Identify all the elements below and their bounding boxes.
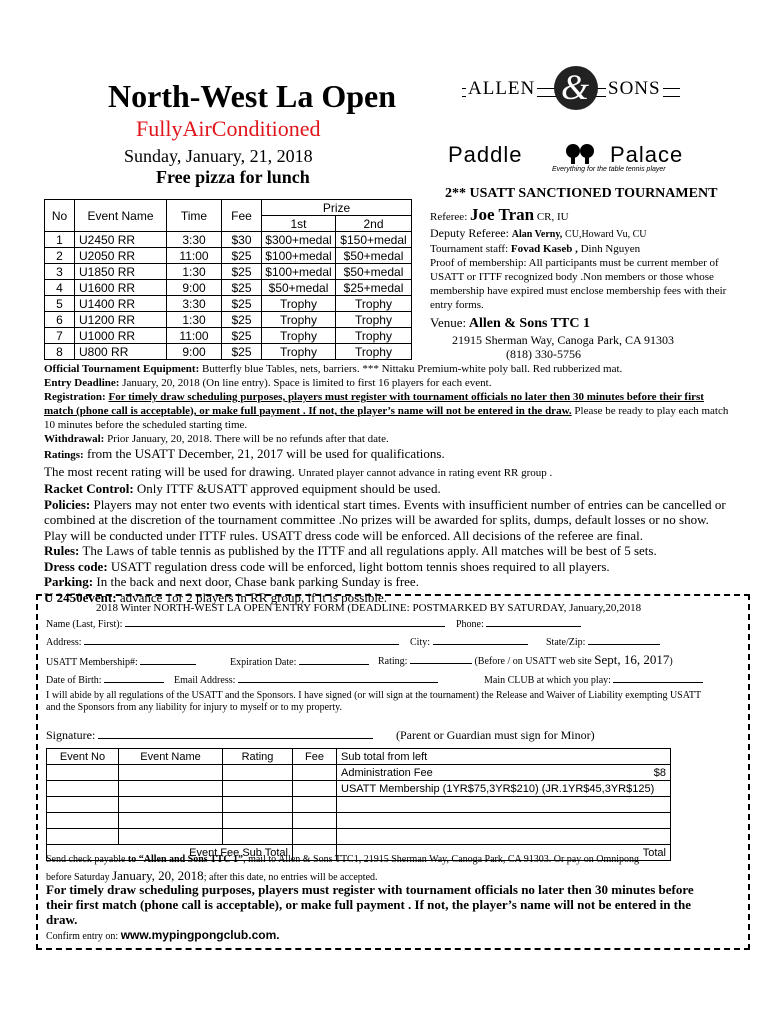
row-event-name: U1850 RR (75, 264, 167, 280)
header-time: Time (167, 200, 222, 232)
u2450-label: U 2450event: (44, 589, 117, 605)
ratings-text: from the USATT December, 21, 2017 will be used for qualifications. (86, 446, 445, 461)
total-label: Total (337, 845, 671, 861)
row-event-name: U2450 RR (75, 232, 167, 248)
ratings-recent: The most recent rating will be used for drawing. (44, 463, 295, 479)
city-label: City: (410, 637, 431, 648)
page-title: North-West La Open (108, 78, 396, 114)
deputy-names: Alan Verny, (511, 229, 563, 240)
equipment-text: Butterfly blue Tables, nets, barriers. *** Nittaku Premium-white poly ball. Red rubberized mat. (202, 363, 623, 375)
paddle-palace-logo (446, 140, 716, 180)
deputy-label: Deputy Referee: (430, 226, 509, 240)
event-name-cell[interactable] (119, 813, 223, 829)
rules-section (44, 362, 734, 605)
venue-address: 21915 Sherman Way, Canoga Park, CA 91303 (452, 333, 675, 347)
fee-cell[interactable] (293, 765, 337, 781)
table-row (45, 232, 412, 248)
row-no: 4 (45, 280, 75, 296)
registration-bold: For timely draw scheduling purposes, players must register with tournament officials no later then 30 minutes before their first match (phone call is acceptable), or make full payment . If not, the player’s name will not be entered in the draw. (44, 391, 704, 417)
venue-phone: (818) 330-5756 (506, 347, 581, 361)
phone-label: Phone: (456, 619, 484, 630)
row-time: 11:00 (167, 328, 222, 344)
membership-input[interactable] (140, 654, 196, 665)
dob-label: Date of Birth: (46, 675, 102, 686)
row-first: $100+medal (262, 264, 336, 280)
table-row (45, 312, 412, 328)
check-payee: to “Allen and Sons TTC 1” (127, 854, 244, 865)
header-event-name: Event Name (75, 200, 167, 232)
registration-rest: Please be ready to play each match 10 minutes before the scheduled starting time. (44, 405, 729, 431)
row-fee: $25 (222, 344, 262, 360)
blank-cell (337, 797, 671, 813)
admin-fee-label: Administration Fee (341, 766, 433, 779)
row-fee: $30 (222, 232, 262, 248)
referee-label: Referee: (430, 211, 468, 223)
rating-note-close: ) (669, 656, 673, 667)
row-first: Trophy (262, 296, 336, 312)
header-event-name: Event Name (119, 749, 223, 765)
row-event-name: U2050 RR (75, 248, 167, 264)
before-rest: ; after this date, no entries will be accepted. (203, 872, 378, 883)
dress-text: USATT regulation dress code will be enforced, light bottom tennis shoes required to all players. (110, 558, 610, 574)
row-time: 11:00 (167, 248, 222, 264)
allen-text: ALLEN (468, 78, 536, 99)
row-event-name: U1200 RR (75, 312, 167, 328)
tournament-info (430, 205, 750, 361)
event-date: Sunday, January, 21, 2018 (124, 146, 313, 166)
row-event-name: U1400 RR (75, 296, 167, 312)
row-first: $100+medal (262, 248, 336, 264)
row-first: $300+medal (262, 232, 336, 248)
expiration-label: Expiration Date: (230, 657, 297, 668)
u2450-text: advance 1or 2 players in RR group, if it is possible. (119, 589, 388, 605)
deadline-text: January, 20, 2018 (On line entry). Space is limited to first 16 players for each event. (122, 377, 492, 389)
deputy-rest: CU,Howard Vu, CU (565, 229, 647, 240)
paddles-icon (564, 143, 596, 165)
row-time: 9:00 (167, 280, 222, 296)
blank-cell (337, 813, 671, 829)
row-time: 9:00 (167, 344, 222, 360)
ratings-label: Ratings: (44, 449, 84, 461)
club-label: Main CLUB at which you play: (484, 675, 611, 686)
address-label: Address: (46, 637, 82, 648)
header-rating: Rating (223, 749, 293, 765)
row-fee: $25 (222, 328, 262, 344)
parking-text: In the back and next door, Chase bank parking Sunday is free. (96, 574, 419, 589)
check-rest: , mail to Allen & Sons TTC1, 21915 Sherman Way, Canoga Park, CA 91303. Or pay on Omnipong (243, 854, 639, 865)
withdrawal-label: Withdrawal: (44, 433, 105, 445)
name-label: Name (Last, First): (46, 619, 123, 630)
name-input[interactable] (125, 616, 445, 627)
row-time: 3:30 (167, 296, 222, 312)
rating-cell[interactable] (223, 813, 293, 829)
event-fee-subtotal: Event Fee Sub Total (47, 845, 293, 861)
row-second: $150+medal (336, 232, 412, 248)
referee-name: Joe Tran (470, 205, 535, 224)
paddle-text: Paddle (448, 142, 523, 167)
staff-name: Fovad Kaseb , (510, 243, 578, 255)
email-label: Email Address: (174, 675, 236, 686)
row-event-name: U1600 RR (75, 280, 167, 296)
confirm-label: Confirm entry on: (46, 931, 119, 942)
header-fee: Fee (293, 749, 337, 765)
membership-label: USATT Membership#: (46, 657, 138, 668)
event-name-cell[interactable] (119, 781, 223, 797)
event-name-cell[interactable] (119, 829, 223, 845)
equipment-label: Official Tournament Equipment: (44, 363, 200, 375)
parking-label: Parking: (44, 574, 94, 589)
dob-input[interactable] (104, 672, 164, 683)
row-no: 1 (45, 232, 75, 248)
event-name-cell[interactable] (119, 765, 223, 781)
staff-rest: Dinh Nguyen (580, 243, 641, 255)
fee-cell[interactable] (293, 829, 337, 845)
deadline-label: Entry Deadline: (44, 377, 120, 389)
row-first: Trophy (262, 312, 336, 328)
row-second: Trophy (336, 344, 412, 360)
header-2nd: 2nd (336, 216, 412, 232)
row-fee: $25 (222, 296, 262, 312)
row-second: $25+medal (336, 280, 412, 296)
row-no: 7 (45, 328, 75, 344)
entry-table (46, 748, 671, 861)
expiration-input[interactable] (299, 654, 369, 665)
confirm-url-link[interactable]: www.mypingpongclub.com. (120, 928, 280, 942)
header-event-no: Event No (47, 749, 119, 765)
ratings-unrated: Unrated player cannot advance in rating event RR group . (298, 466, 553, 479)
row-second: Trophy (336, 328, 412, 344)
row-no: 3 (45, 264, 75, 280)
table-row (45, 296, 412, 312)
registration-label: Registration: (44, 391, 106, 403)
row-second: $50+medal (336, 264, 412, 280)
rating-cell[interactable] (223, 797, 293, 813)
sanctioned-heading: 2** USATT SANCTIONED TOURNAMENT (445, 186, 718, 201)
racket-text: Only ITTF &USATT approved equipment should be used. (136, 481, 441, 496)
event-no-cell[interactable] (47, 813, 119, 829)
rules-text: The Laws of table tennis as published by the ITTF and all regulations apply. All matches will be best of 5 sets. (82, 543, 657, 558)
signature-input[interactable] (98, 728, 373, 739)
allen-ampersand: & (561, 67, 590, 107)
rating-cell[interactable] (223, 829, 293, 845)
venue-label: Venue: (430, 315, 467, 330)
pizza-note: Free pizza for lunch (156, 167, 310, 187)
subtotal-left: Sub total from left (337, 749, 671, 765)
header-1st: 1st (262, 216, 336, 232)
row-no: 8 (45, 344, 75, 360)
row-fee: $25 (222, 264, 262, 280)
table-row (45, 264, 412, 280)
row-fee: $25 (222, 312, 262, 328)
row-no: 2 (45, 248, 75, 264)
admin-fee-amount: $8 (653, 766, 666, 779)
city-input[interactable] (433, 634, 528, 645)
row-no: 6 (45, 312, 75, 328)
policies-text: Players may not enter two events with identical start times. Events with insufficient number of entries can be cancelled or combined at the discretion of the tournament committee .No prizes will be awarded for splits, dumps, default losses or no show. Play will be conducted under ITTF rules. USATT dress code will be enforced. All decisions of the referee are final. (44, 496, 726, 543)
table-row (45, 280, 412, 296)
fee-cell[interactable] (293, 797, 337, 813)
sons-text: SONS (608, 78, 661, 99)
guardian-note: (Parent or Guardian must sign for Minor) (396, 728, 595, 742)
row-second: Trophy (336, 296, 412, 312)
logo-tagline: Everything for the table tennis player (552, 166, 666, 173)
event-no-cell[interactable] (47, 797, 119, 813)
club-input[interactable] (613, 672, 703, 683)
rules-label: Rules: (44, 543, 80, 558)
table-row (45, 344, 412, 360)
row-event-name: U1000 RR (75, 328, 167, 344)
fee-cell[interactable] (293, 781, 337, 797)
row-time: 1:30 (167, 264, 222, 280)
phone-input[interactable] (486, 616, 581, 627)
table-row (45, 248, 412, 264)
event-no-cell[interactable] (47, 765, 119, 781)
event-no-cell[interactable] (47, 829, 119, 845)
withdrawal-text: Prior January, 20, 2018. There will be no refunds after that date. (107, 433, 389, 445)
allen-sons-logo (462, 66, 680, 116)
row-first: Trophy (262, 344, 336, 360)
row-time: 1:30 (167, 312, 222, 328)
subtitle: FullyAirConditioned (136, 116, 321, 141)
row-first: Trophy (262, 328, 336, 344)
referee-credentials: CR, IU (536, 211, 569, 223)
rating-cell[interactable] (223, 765, 293, 781)
event-name-cell[interactable] (119, 797, 223, 813)
address-input[interactable] (84, 634, 399, 645)
blank-cell (337, 829, 671, 845)
staff-label: Tournament staff: (430, 243, 509, 255)
venue-name: Allen & Sons TTC 1 (468, 316, 590, 331)
table-row (45, 328, 412, 344)
palace-text: Palace (610, 142, 684, 167)
racket-label: Racket Control: (44, 481, 134, 496)
rating-note: (Before / on USATT web site (474, 656, 592, 667)
before-prefix: before Saturday (46, 872, 110, 883)
rating-cell[interactable] (223, 781, 293, 797)
admin-fee-row (337, 765, 671, 781)
event-no-cell[interactable] (47, 781, 119, 797)
email-input[interactable] (238, 672, 438, 683)
waiver-text: I will abide by all regulations of the USATT and the Sponsors. I have signed (or will sign at the tournament) the Release and Waiver of Liability exempting USATT and the Sponsors from any liability for injury to myself or to my property. (46, 690, 701, 713)
entry-form-title: 2018 Winter NORTH-WEST LA OPEN ENTRY FORM (DEADLINE: POSTMARKED BY SATURDAY, January,20,2018 (96, 602, 642, 614)
row-time: 3:30 (167, 232, 222, 248)
row-fee: $25 (222, 248, 262, 264)
row-second: Trophy (336, 312, 412, 328)
before-date: January, 20, 2018 (112, 868, 204, 883)
row-fee: $25 (222, 280, 262, 296)
dress-label: Dress code: (44, 558, 108, 574)
row-event-name: U800 RR (75, 344, 167, 360)
signature-label: Signature: (46, 728, 96, 742)
header-fee: Fee (222, 200, 262, 232)
timely-notice: For timely draw scheduling purposes, players must register with tournament officials no later then 30 minutes before their first match (phone call is acceptable), or make full payment . If not, the player’s name will not be entered in the draw. (46, 882, 694, 927)
state-label: State/Zip: (546, 637, 586, 648)
row-first: $50+medal (262, 280, 336, 296)
rating-label: Rating: (378, 656, 408, 667)
row-second: $50+medal (336, 248, 412, 264)
membership-note: Proof of membership: All participants must be current member of USATT or ITTF recognized body .Non members or those whose membership have expired must enclose membership fees with their entry forms. (430, 257, 727, 311)
check-prefix: Send check payable (46, 854, 126, 865)
policies-label: Policies: (44, 496, 91, 512)
state-zip-input[interactable] (588, 634, 660, 645)
header-prize: Prize (262, 200, 412, 216)
rating-date: Sept, 16, 2017 (594, 652, 670, 667)
events-table (44, 199, 412, 360)
row-no: 5 (45, 296, 75, 312)
usatt-membership-fee: USATT Membership (1YR$75,3YR$210) (JR.1YR$45,3YR$125) (337, 781, 671, 797)
rating-input[interactable] (410, 653, 472, 664)
fee-cell[interactable] (293, 813, 337, 829)
header-no: No (45, 200, 75, 232)
